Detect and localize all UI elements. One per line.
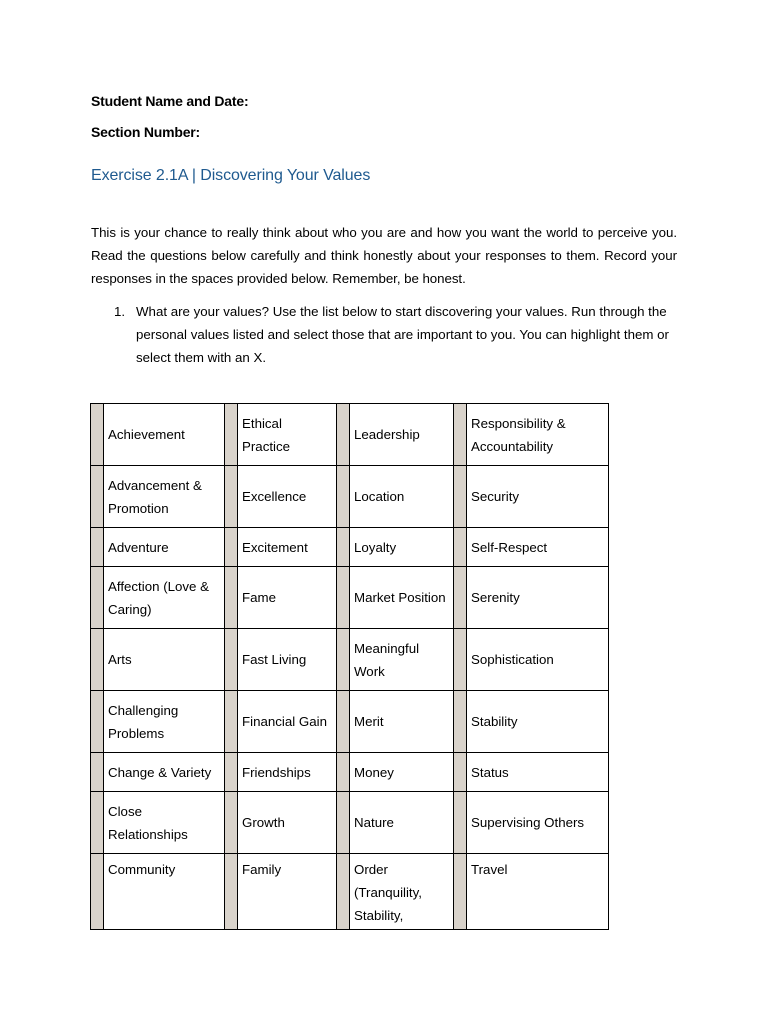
value-cell: Friendships: [238, 753, 337, 792]
value-cell: Excitement: [238, 528, 337, 567]
value-cell: Advancement & Promotion: [104, 466, 225, 528]
value-select-cell[interactable]: [337, 753, 350, 792]
value-select-cell[interactable]: [454, 528, 467, 567]
value-cell: Financial Gain: [238, 691, 337, 753]
question-item: [114, 300, 676, 369]
value-select-cell[interactable]: [225, 528, 238, 567]
value-cell: Excellence: [238, 466, 337, 528]
value-select-cell[interactable]: [454, 854, 467, 930]
value-cell: Loyalty: [350, 528, 454, 567]
value-select-cell[interactable]: [454, 466, 467, 528]
value-cell: Ethical Practice: [238, 404, 337, 466]
value-cell: Family: [238, 854, 337, 930]
table-row: [91, 792, 609, 854]
value-cell: Close Relationships: [104, 792, 225, 854]
value-select-cell[interactable]: [454, 691, 467, 753]
value-cell: Serenity: [467, 567, 609, 629]
value-cell: Change & Variety: [104, 753, 225, 792]
value-cell: Community: [104, 854, 225, 930]
table-row: [91, 691, 609, 753]
value-cell: Self-Respect: [467, 528, 609, 567]
value-select-cell[interactable]: [91, 567, 104, 629]
value-cell: Nature: [350, 792, 454, 854]
value-select-cell[interactable]: [91, 691, 104, 753]
value-cell: Fast Living: [238, 629, 337, 691]
question-number: 1.: [114, 304, 126, 319]
value-cell: Challenging Problems: [104, 691, 225, 753]
value-cell: Adventure: [104, 528, 225, 567]
value-cell: Fame: [238, 567, 337, 629]
value-cell: Order (Tranquility, Stability,: [350, 854, 454, 930]
value-cell: Market Position: [350, 567, 454, 629]
value-select-cell[interactable]: [225, 629, 238, 691]
value-cell: Growth: [238, 792, 337, 854]
value-select-cell[interactable]: [337, 629, 350, 691]
section-number-label: Section Number:: [91, 124, 201, 140]
table-row: [91, 466, 609, 528]
value-cell: Security: [467, 466, 609, 528]
value-cell: Money: [350, 753, 454, 792]
table-row: [91, 567, 609, 629]
intro-paragraph: This is your chance to really think about who you are and how you want the world to perceive you. Read the questions below carefully and think honestly about your responses to them. Record your responses in the spaces provided below. Remember, be honest.: [91, 225, 677, 286]
value-cell: Meaningful Work: [350, 629, 454, 691]
value-cell: Location: [350, 466, 454, 528]
value-select-cell[interactable]: [91, 753, 104, 792]
value-select-cell[interactable]: [225, 691, 238, 753]
value-select-cell[interactable]: [91, 629, 104, 691]
value-cell: Status: [467, 753, 609, 792]
value-select-cell[interactable]: [91, 854, 104, 930]
value-cell: Arts: [104, 629, 225, 691]
value-select-cell[interactable]: [454, 567, 467, 629]
value-select-cell[interactable]: [337, 466, 350, 528]
value-select-cell[interactable]: [337, 528, 350, 567]
value-cell: Responsibility & Accountability: [467, 404, 609, 466]
value-cell: Merit: [350, 691, 454, 753]
value-cell: Stability: [467, 691, 609, 753]
value-select-cell[interactable]: [225, 567, 238, 629]
values-table-body: [91, 404, 609, 930]
value-cell: Travel: [467, 854, 609, 930]
value-cell: Achievement: [104, 404, 225, 466]
value-select-cell[interactable]: [337, 792, 350, 854]
value-select-cell[interactable]: [337, 854, 350, 930]
value-select-cell[interactable]: [225, 792, 238, 854]
table-row: [91, 404, 609, 466]
value-cell: Leadership: [350, 404, 454, 466]
values-table: [90, 403, 609, 930]
table-row: [91, 854, 609, 930]
value-cell: Supervising Others: [467, 792, 609, 854]
value-select-cell[interactable]: [91, 404, 104, 466]
value-select-cell[interactable]: [454, 753, 467, 792]
value-select-cell[interactable]: [225, 854, 238, 930]
student-name-date-label: Student Name and Date:: [91, 93, 249, 109]
table-row: [91, 629, 609, 691]
value-select-cell[interactable]: [337, 404, 350, 466]
value-select-cell[interactable]: [337, 567, 350, 629]
value-select-cell[interactable]: [337, 691, 350, 753]
exercise-title: Exercise 2.1A | Discovering Your Values: [91, 167, 371, 184]
value-select-cell[interactable]: [454, 404, 467, 466]
value-cell: Sophistication: [467, 629, 609, 691]
value-select-cell[interactable]: [91, 792, 104, 854]
value-select-cell[interactable]: [91, 466, 104, 528]
value-cell: Affection (Love & Caring): [104, 567, 225, 629]
table-row: [91, 528, 609, 567]
value-select-cell[interactable]: [225, 753, 238, 792]
table-row: [91, 753, 609, 792]
value-select-cell[interactable]: [225, 466, 238, 528]
value-select-cell[interactable]: [225, 404, 238, 466]
value-select-cell[interactable]: [454, 792, 467, 854]
value-select-cell[interactable]: [454, 629, 467, 691]
question-text: What are your values? Use the list below to start discovering your values. Run through the personal values listed and select those that are important to you. You can highlight them or select them with an X.: [136, 304, 669, 365]
value-select-cell[interactable]: [91, 528, 104, 567]
